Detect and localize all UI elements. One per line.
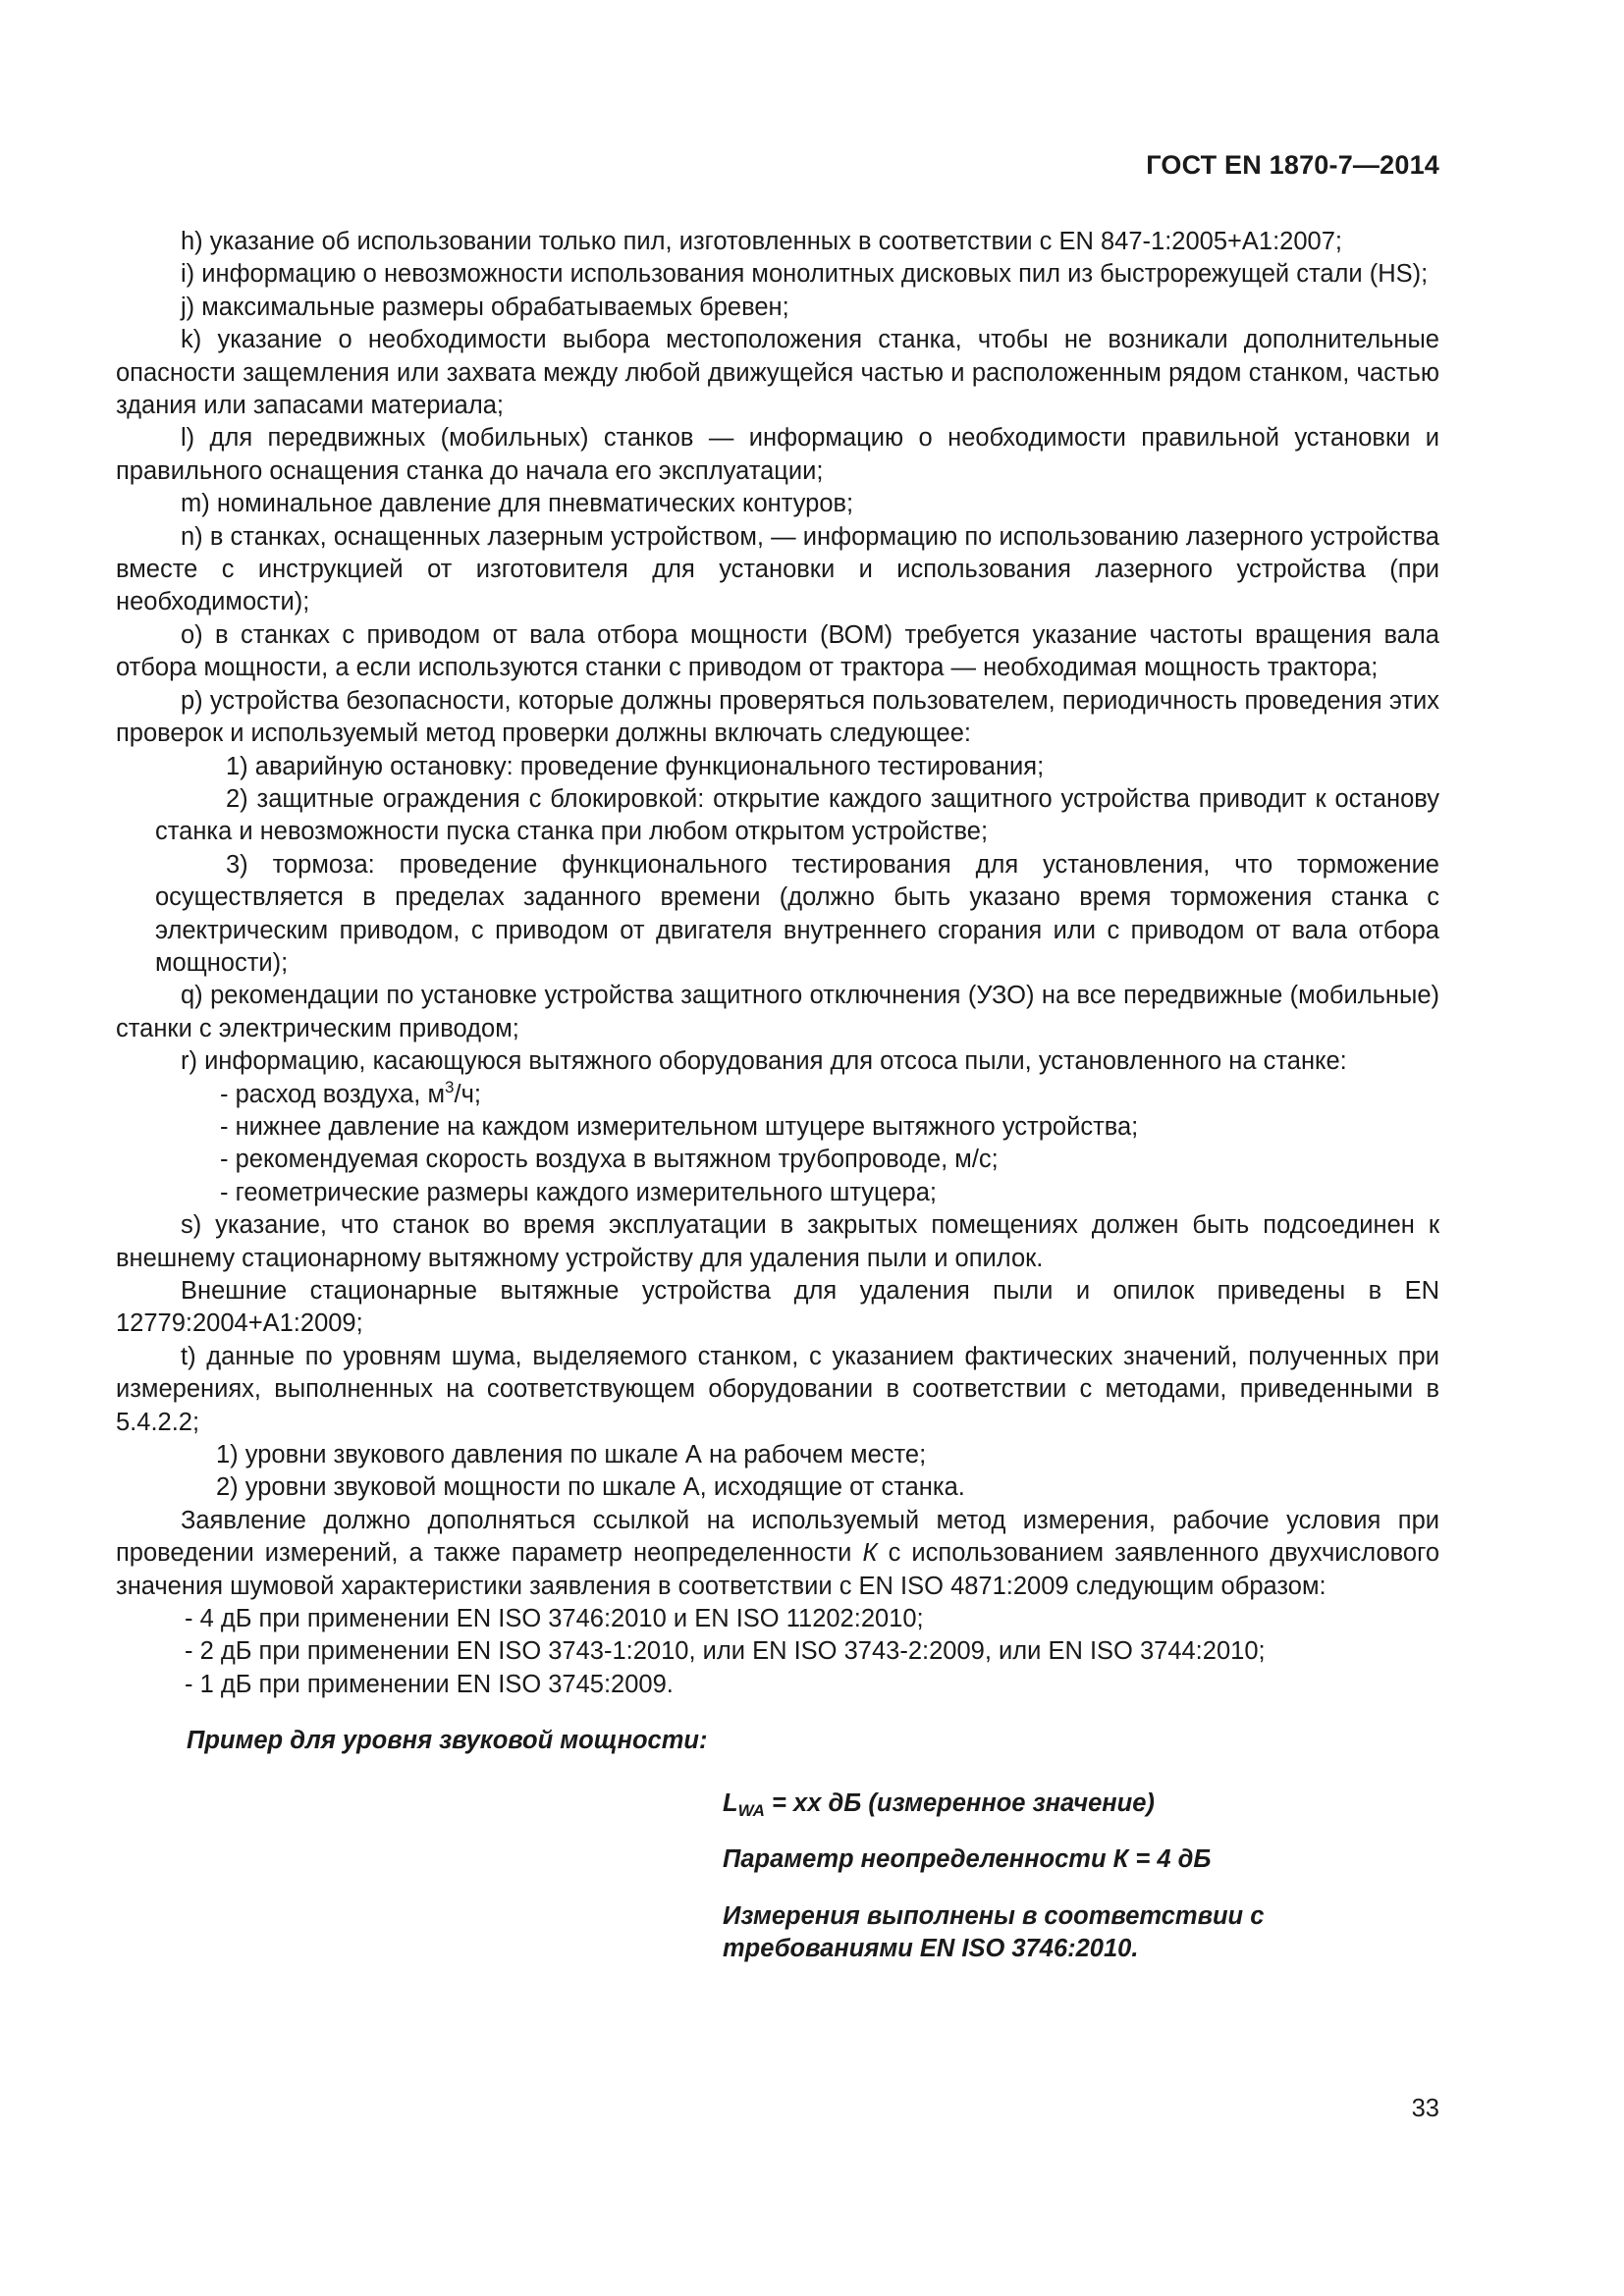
item-p: p) устройства безопасности, которые должны проверяться пользователем, периодичность проведения этих проверок и используемый метод проверки должны включать следующее: <box>116 686 1439 748</box>
uncertainty-dash-3: - 1 дБ при применении EN ISO 3745:2009. <box>185 1670 674 1698</box>
item-j: j) максимальные размеры обрабатываемых бревен; <box>181 293 789 321</box>
item-r-dash-2: - нижнее давление на каждом измерительном штуцере вытяжного устройства; <box>220 1112 1139 1141</box>
item-t: t) данные по уровням шума, выделяемого станком, с указанием фактических значений, полученных при измерениях, выполненных на соответствующем оборудовании в соответствии с методами, приведенными в 5.4.2.2; <box>116 1342 1439 1436</box>
item-l: l) для передвижных (мобильных) станков — информацию о необходимости правильной установки и правильного оснащения станка до начала его эксплуатации; <box>116 424 1439 485</box>
air-flow-unit-tail: /ч; <box>454 1080 481 1108</box>
item-s: s) указание, что станок во время эксплуатации в закрытых помещениях должен быть подсоединен к внешнему стационарному вытяжному устройству для удаления пыли и опилок. <box>116 1211 1439 1272</box>
item-r-dash-4: - геометрические размеры каждого измерительного штуцера; <box>220 1178 937 1206</box>
item-n: n) в станках, оснащенных лазерным устройством, — информацию по использованию лазерного устройства вместе с инструкцией от изготовителя для установки и использования лазерного устройства (при необходимости); <box>116 522 1439 616</box>
example-title: Пример для уровня звуковой мощности: <box>187 1727 708 1755</box>
example-uncertainty: Параметр неопределенности К = 4 дБ <box>723 1845 1212 1874</box>
unit-superscript: 3 <box>445 1077 455 1096</box>
k-symbol: К <box>862 1539 878 1568</box>
item-r: r) информацию, касающуюся вытяжного оборудования для отсоса пыли, установленного на станке: <box>181 1047 1347 1076</box>
item-i: i) информацию о невозможности использования монолитных дисковых пил из быстрорежущей стали (HS); <box>181 260 1429 289</box>
item-k: k) указание о необходимости выбора местоположения станка, чтобы не возникали дополнительные опасности защемления или захвата между любой движущейся частью и расположенным рядом станком, частью здания или запасами материала; <box>116 326 1439 420</box>
item-t-1: 1) уровни звукового давления по шкале А на рабочем месте; <box>216 1441 927 1469</box>
item-p-1: 1) аварийную остановку: проведение функционального тестирования; <box>226 752 1045 780</box>
item-q: q) рекомендации по установке устройства защитного отключнения (УЗО) на все передвижные (мобильные) станки с электрическим приводом; <box>116 982 1439 1042</box>
air-flow-label: - расход воздуха, м <box>220 1080 446 1108</box>
item-t-2: 2) уровни звуковой мощности по шкале А, исходящие от станка. <box>216 1473 965 1502</box>
document-body <box>116 226 1439 1965</box>
uncertainty-dash-2: - 2 дБ при применении EN ISO 3743-1:2010, или EN ISO 3743-2:2009, или EN ISO 3744:2010; <box>185 1637 1266 1666</box>
item-h: h) указание об использовании только пил, изготовленных в соответствии с EN 847-1:2005+А1:2007; <box>181 228 1342 255</box>
example-lwa: $L_{WA}$ = хх дБ (измеренное значение) <box>723 1789 1155 1820</box>
item-p-2: 2) защитные ограждения с блокировкой: открытие каждого защитного устройства приводит к останову станка и невозможности пуска станка при любом открытом устройстве; <box>155 784 1439 846</box>
uncertainty-dash-1: - 4 дБ при применении EN ISO 3746:2010 и EN ISO 11202:2010; <box>185 1605 924 1633</box>
page-number: 33 <box>1411 2095 1439 2122</box>
item-s-note: Внешние стационарные вытяжные устройства для удаления пыли и опилок приведены в EN 12779:2004+А1:2009; <box>116 1277 1439 1338</box>
item-m: m) номинальное давление для пневматических контуров; <box>181 490 854 518</box>
example-measurement: Измерения выполнены в соответствии с требованиями EN ISO 3746:2010. <box>723 1901 1265 1962</box>
item-o: o) в станках с приводом от вала отбора мощности (ВОМ) требуется указание частоты вращения вала отбора мощности, а если используются станки с приводом от трактора — необходимая мощность трактора; <box>116 620 1439 682</box>
document-header: ГОСТ EN 1870-7—2014 <box>1146 150 1439 180</box>
example-block <box>723 1788 1439 1966</box>
statement-paragraph: Заявление должно дополняться ссылкой на используемый метод измерения, рабочие условия при проведении измерений, а также параметр неопределенности К с использованием заявленного двухчислового значения шумовой характеристики заявления в соответствии с EN ISO 4871:2009 следующим образом: <box>116 1506 1439 1600</box>
item-r-dash-3: - рекомендуемая скорость воздуха в вытяжном трубопроводе, м/с; <box>220 1146 999 1174</box>
item-r-dash-1 <box>116 1079 1439 1111</box>
item-p-3: 3) тормоза: проведение функционального тестирования для установления, что торможение осуществляется в пределах заданного времени (должно быть указано время торможения станка с электрическим приводом, с приводом от двигателя внутреннего сгорания или с приводом от вала отбора мощности); <box>155 850 1439 977</box>
